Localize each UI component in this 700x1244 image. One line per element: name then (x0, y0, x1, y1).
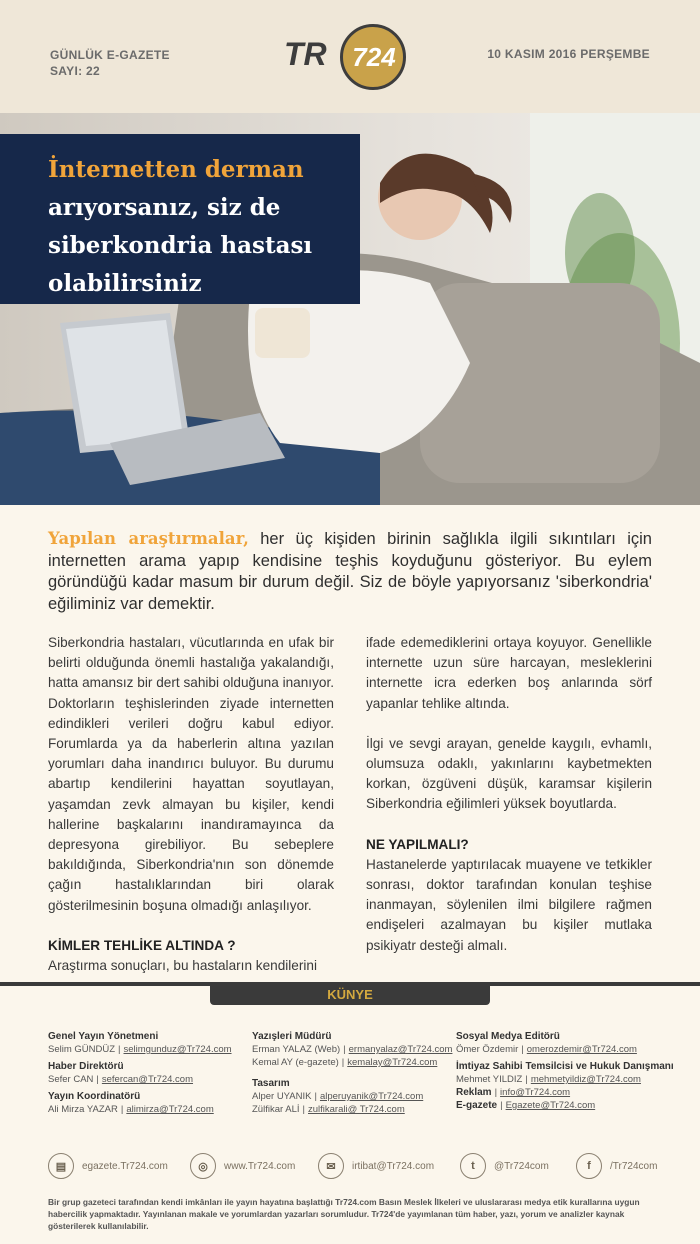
lead-highlight: Yapılan araştırmalar, (48, 529, 249, 548)
role-title: Genel Yayın Yönetmeni (48, 1031, 159, 1042)
person-name: Kemal AY (e-gazete) (252, 1057, 339, 1068)
footer-disclaimer: Bir grup gazeteci tarafından kendi imkânları ile yayın hayatına başlattığı Tr724.com Basın Meslek İlkeleri ve uluslararası medya etik kurallarına uygun habercilik yapmaktadır. Yayınlanan makale ve yorumlardan yazarları sorumludur. Tr724'de yayımlanan tüm haber, yazı, yorum ve analizler kaynak gösterilerek kullanılabilir. (48, 1197, 640, 1231)
email-link[interactable]: mehmetyildiz@Tr724.com (530, 1074, 641, 1085)
role-title: Yazışleri Müdürü (252, 1031, 332, 1042)
twitter-icon: t (460, 1153, 486, 1179)
contact-web-text: www.Tr724.com (224, 1160, 296, 1172)
person-name: Ali Mirza YAZAR (48, 1104, 118, 1115)
role-title: Yayın Koordinatörü (48, 1091, 141, 1102)
role-title: Haber Direktörü (48, 1061, 124, 1072)
facebook-icon: f (576, 1153, 602, 1179)
article-column-right (366, 633, 652, 976)
lead-text: her üç kişiden birinin sağlıkla ilgili sıkıntıları için internetten arama yapıp kendisine teşhis koyduğunu gösteriyor. Bu eylem göründüğü kadar masum bir durum değil. Siz de böyle yapıyorsanız 'siberkondria' eğiliminiz var demektir. (48, 530, 652, 613)
kunye-column-2: Yazışleri Müdürü Erman YALAZ (Web) | ermanyalaz@Tr724.com Kemal AY (e-gazete) | kemalay@Tr724.com Tasarım Alper UYANIK | alperuyanik@Tr724.com Zülfikar ALİ | zulfikarali@ Tr724.com (252, 1031, 453, 1115)
person-name: Alper UYANIK (252, 1091, 312, 1102)
contact-mail-text: irtibat@Tr724.com (352, 1160, 435, 1172)
issue-date: 10 KASIM 2016 PERŞEMBE (487, 47, 650, 61)
role-title: Tasarım (252, 1078, 290, 1089)
person-name: Mehmet YILDIZ (456, 1074, 523, 1085)
edition-label: GÜNLÜK E-GAZETE (50, 48, 170, 62)
edition-info (50, 47, 170, 79)
logo-number: 724 (352, 42, 396, 72)
person-name: Zülfikar ALİ (252, 1104, 300, 1115)
role-title: Sosyal Medya Editörü (456, 1031, 560, 1042)
globe-icon: ◎ (190, 1153, 216, 1179)
contact-mail[interactable] (318, 1152, 434, 1180)
contact-facebook-text: /Tr724com (610, 1160, 658, 1172)
email-link[interactable]: Egazete@Tr724.com (505, 1100, 596, 1111)
article-headline (48, 151, 348, 303)
kunye-column-1: Genel Yayın Yönetmeni Selim GÜNDÜZ | selimgunduz@Tr724.com Haber Direktörü Sefer CAN | sefercan@Tr724.com Yayın Koordinatörü Ali Mirza YAZAR | alimirza@Tr724.com (48, 1031, 232, 1115)
newspaper-icon: ▤ (48, 1153, 74, 1179)
paragraph: Siberkondria hastaları, vücutlarında en ufak bir belirti olduğunda önemli hastalığa yakalandığı, hatta amansız bir dert sahibi olduğuna inanıyor. Doktorların teşhislerinden ziyade internetten edindikleri verileri doğru kabul ediyor. Forumlarda ya da haberlerin altına yazılan yorumları daha inandırıcı buluyor. Bu durumu abartıp kendilerini hayattan soyutlayan, yaşamdan zevk almayan bu kişiler, kendi hallerine başkalarını inandıramayınca da depresyona girebiliyor. Bu sebeplere bakıldığında, Siberkondria'nın son dönemde çağın hastalıklarından biri olarak gösterilmesinin boşuna olmadığı anlaşılıyor. (48, 635, 334, 913)
person-name: Ömer Özdemir (456, 1044, 519, 1055)
article-lead (48, 528, 652, 615)
headline-highlight: İnternetten derman (48, 156, 304, 183)
kunye-column-3: Sosyal Medya Editörü Ömer Özdemir | omerozdemir@Tr724.com İmtiyaz Sahibi Temsilcisi ve Hukuk Danışmanı Mehmet YILDIZ | mehmetyildiz@Tr724.com Reklam | info@Tr724.com E-gazete | Egazete@Tr724.com (456, 1031, 674, 1111)
email-link[interactable]: info@Tr724.com (500, 1087, 571, 1098)
contact-egazete[interactable] (48, 1152, 168, 1180)
issue-number: SAYI: 22 (50, 64, 100, 78)
email-link[interactable]: kemalay@Tr724.com (347, 1057, 438, 1068)
email-link[interactable]: alimirza@Tr724.com (126, 1104, 214, 1115)
email-link[interactable]: zulfikarali@ Tr724.com (308, 1104, 405, 1115)
person-name: Selim GÜNDÜZ (48, 1044, 116, 1055)
kunye-tab: KÜNYE (210, 984, 490, 1005)
envelope-icon: ✉ (318, 1153, 344, 1179)
contact-twitter[interactable] (460, 1152, 549, 1180)
paragraph: Hastanelerde yaptırılacak muayene ve tetkikler sonrası, doktor tarafından konulan teşhise inanmayan, söylenilen ilmi bilgilere rağmen endişeleri azalmayan bu kişiler mutlaka psikiyatr desteği almalı. (366, 856, 652, 953)
logo-tr-text: TR (284, 36, 327, 72)
article-column-left (48, 633, 334, 996)
headline-rest: arıyorsanız, siz de siberkondria hastası olabilirsiniz (48, 194, 313, 297)
contact-bar (48, 1152, 658, 1180)
role-title: E-gazete (456, 1100, 498, 1111)
section-heading: NE YAPILMALI? (366, 836, 469, 852)
role-title: Reklam (456, 1087, 492, 1098)
person-name: Sefer CAN (48, 1074, 94, 1085)
paragraph: İlgi ve sevgi arayan, genelde kaygılı, evhamlı, olumsuza odaklı, yakınlarını kaybetmekten korkan, özgüveni düşük, karamsar kişilerin Siberkondria eğilimleri yüksek boyutlarda. (366, 735, 652, 812)
email-link[interactable]: sefercan@Tr724.com (101, 1074, 194, 1085)
contact-facebook[interactable] (576, 1152, 657, 1180)
paragraph: Araştırma sonuçları, bu hastaların kendilerini (48, 958, 317, 974)
email-link[interactable]: ermanyalaz@Tr724.com (348, 1044, 453, 1055)
masthead (0, 0, 700, 113)
paragraph: ifade edemediklerini ortaya koyuyor. Genellikle internette uzun süre harcayan, mesleklerini internette icra ederken boş anlarında sörf yapanlar tehlike altında. (366, 635, 652, 711)
contact-egazete-text: egazete.Tr724.com (82, 1160, 168, 1172)
contact-web[interactable] (190, 1152, 295, 1180)
contact-twitter-text: @Tr724com (494, 1160, 549, 1172)
email-link[interactable]: selimgunduz@Tr724.com (123, 1044, 232, 1055)
person-name: Erman YALAZ (Web) (252, 1044, 341, 1055)
email-link[interactable]: omerozdemir@Tr724.com (526, 1044, 637, 1055)
email-link[interactable]: alperuyanik@Tr724.com (319, 1091, 424, 1102)
section-heading: KİMLER TEHLİKE ALTINDA ? (48, 937, 236, 953)
tr724-logo[interactable] (284, 24, 420, 90)
role-title: İmtiyaz Sahibi Temsilcisi ve Hukuk Danışmanı (456, 1061, 674, 1072)
